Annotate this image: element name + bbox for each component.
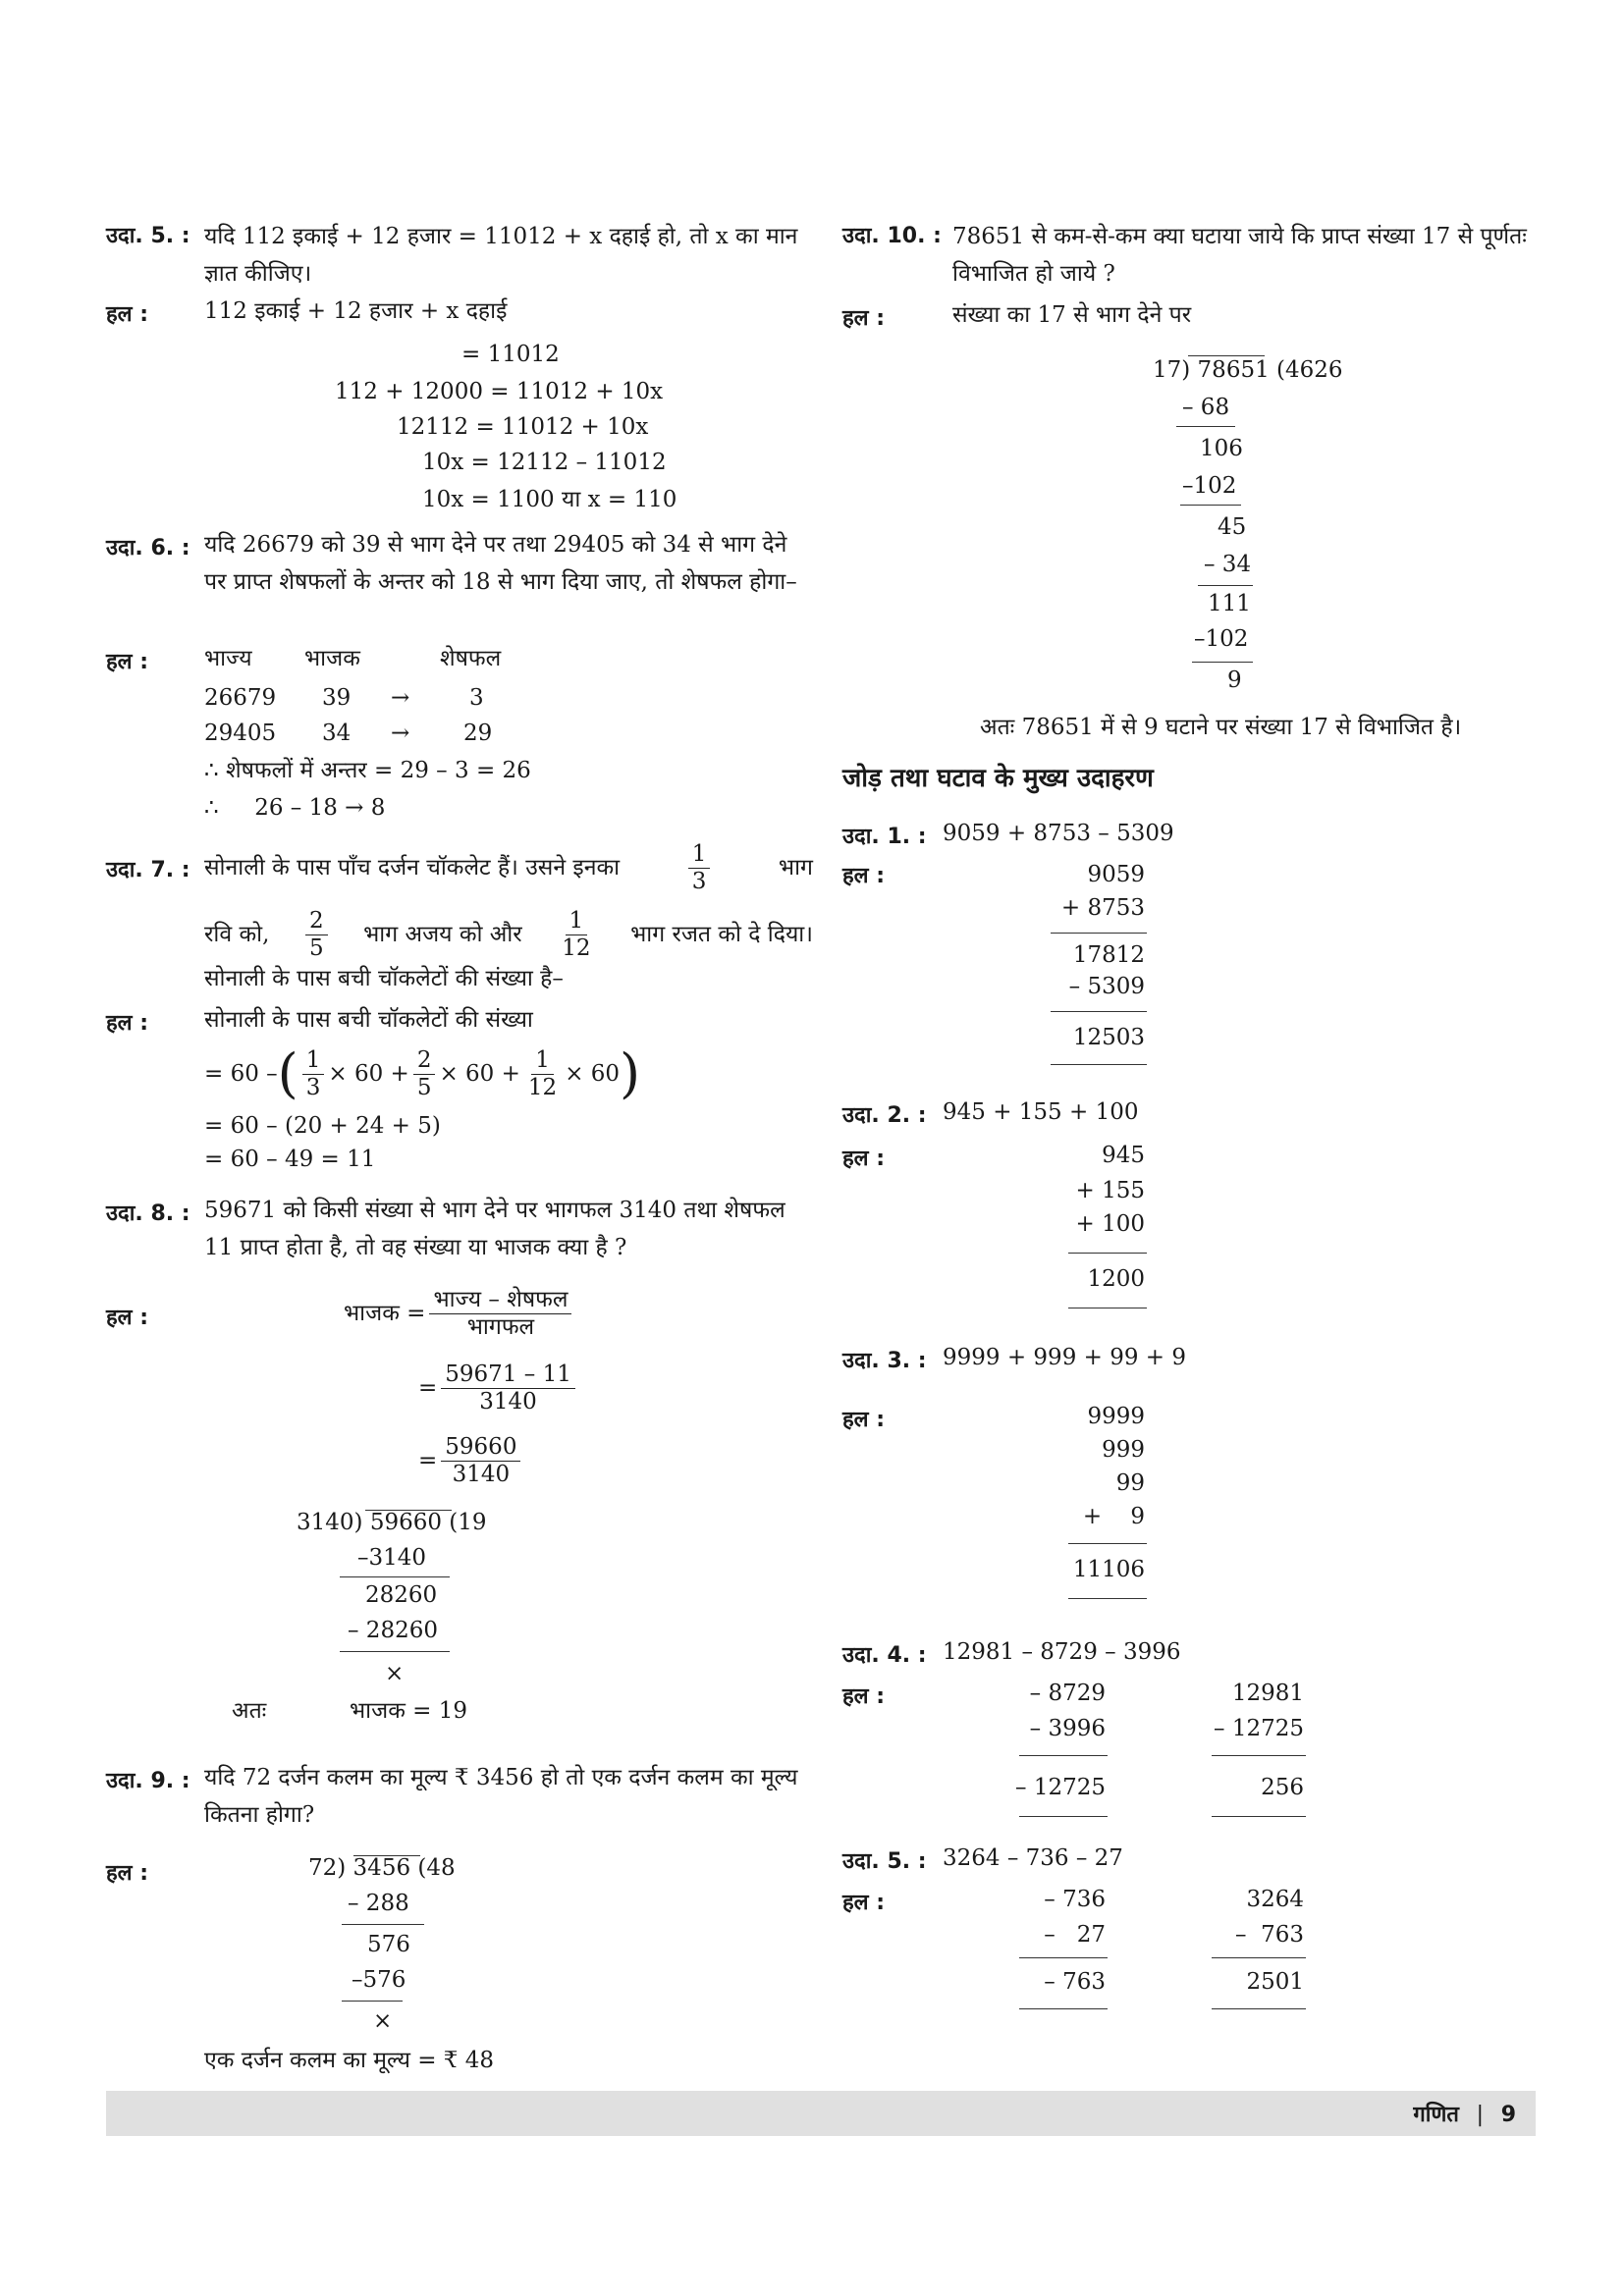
sub-rule: [1212, 2008, 1306, 2009]
sum-rule: [1068, 1543, 1147, 1544]
division-step: 576: [367, 1932, 410, 1957]
solution-label: हल :: [106, 1861, 149, 1886]
sub-result: 256: [1261, 1775, 1304, 1800]
question-line: [204, 838, 813, 897]
example-7: [106, 832, 813, 1186]
fraction: $\frac{1}{3}$: [302, 1049, 325, 1099]
sub-rule: [1212, 1816, 1306, 1817]
section-heading: जोड़ तथा घटाव के मुख्य उदाहरण: [842, 764, 1154, 793]
sum-line: 99: [1115, 1470, 1145, 1496]
solution-line: संख्या का 17 से भाग देने पर: [952, 302, 1192, 328]
long-division-head: 3140) 59660 (19: [297, 1510, 487, 1535]
solution-line: 10x = 12112 – 11012: [422, 450, 667, 475]
solution-label: हल :: [106, 1306, 149, 1330]
fraction: $\frac{\text{भाज्य – शेषफल}}{\text{भागफल}}$: [429, 1289, 571, 1339]
example-8: [106, 1190, 813, 1759]
question-text: भाग रजत को दे दिया।: [630, 922, 813, 947]
addition-example-1: [842, 817, 1549, 1082]
sub-rule: [1019, 1755, 1108, 1756]
table-cell: 29: [463, 721, 493, 746]
sub-rule: [1212, 1957, 1306, 1958]
division-rule: [1176, 426, 1235, 427]
sum-line: + 155: [1075, 1178, 1145, 1203]
division-rule: [342, 2001, 403, 2002]
answer-text: भाजक = 19: [350, 1698, 468, 1724]
example-label: उदा. 9. :: [106, 1769, 190, 1793]
sum-line: + 9: [1082, 1504, 1145, 1529]
division-bar: [353, 1855, 420, 1856]
solution-label: हल :: [842, 1891, 886, 1915]
table-header: भाजक: [304, 646, 360, 671]
formula-line: = $\frac{59671 - 11}{3140}$: [418, 1357, 579, 1419]
example-label: उदा. 8. :: [106, 1201, 190, 1226]
solution-label: हल :: [106, 650, 149, 674]
division-step: 106: [1200, 436, 1243, 461]
sum-line: 17812: [1072, 942, 1145, 968]
question-text: यदि 72 दर्जन कलम का मूल्य ₹ 3456 हो तो एक दर्जन कलम का मूल्य कितना होगा?: [204, 1765, 798, 1828]
sub-line: – 763: [1234, 1922, 1304, 1948]
division-step: 28260: [365, 1582, 438, 1608]
division-step: –102: [1194, 626, 1249, 652]
solution-line: ∴ शेषफलों में अन्तर = 29 – 3 = 26: [204, 758, 531, 783]
question-text: भाग: [778, 855, 813, 881]
question-text: यदि 112 इकाई + 12 हजार = 11012 + x दहाई हो, तो x का मान ज्ञात कीजिए।: [204, 224, 798, 287]
sub-rule: [1019, 1957, 1108, 1958]
sum-line: 999: [1102, 1437, 1145, 1463]
division-step: –102: [1182, 473, 1237, 499]
answer-text: एक दर्जन कलम का मूल्य = ₹ 48: [204, 2048, 495, 2073]
division-step: –3140: [357, 1545, 427, 1571]
subtraction-example-5: [842, 1842, 1549, 2038]
sum-rule: [1051, 1064, 1147, 1065]
formula-line: = $\frac{59660}{3140}$: [418, 1429, 524, 1492]
division-step: – 28260: [348, 1618, 438, 1643]
footer-label: [1413, 2099, 1516, 2128]
solution-line: 10x = 1100 या x = 110: [422, 487, 677, 512]
example-label: उदा. 10. :: [842, 224, 942, 248]
subtraction-example-4: [842, 1635, 1549, 1832]
example-5: [106, 218, 813, 522]
solution-label: हल :: [842, 864, 886, 888]
division-step: ×: [373, 2008, 393, 2034]
footer-separator: |: [1476, 2103, 1485, 2127]
fraction: $\frac{2}{5}$: [413, 1049, 436, 1099]
solution-line: = 60 – 49 = 11: [204, 1147, 376, 1172]
division-rule: [340, 1651, 450, 1652]
sub-line: 12981: [1231, 1681, 1304, 1706]
sub-line: – 8729: [1029, 1681, 1106, 1706]
sum-line: 9059: [1087, 862, 1145, 887]
sub-line: – 3996: [1029, 1716, 1106, 1741]
example-6: [106, 520, 813, 834]
sub-line: – 736: [1044, 1887, 1106, 1912]
sub-rule: [1212, 1755, 1306, 1756]
division-rule: [340, 1576, 450, 1577]
fraction: $\frac{59660}{3140}$: [441, 1436, 520, 1486]
solution-label: हल :: [842, 1408, 886, 1432]
division-rule: [1198, 585, 1253, 586]
solution-label: हल :: [842, 1147, 886, 1171]
example-label: उदा. 3. :: [842, 1349, 927, 1373]
question-text: रवि को,: [204, 922, 270, 947]
sum-line: – 5309: [1068, 974, 1145, 999]
sum-line: + 8753: [1060, 895, 1145, 921]
addition-example-2: [842, 1095, 1549, 1321]
question-text: यदि 26679 को 39 से भाग देने पर तथा 29405 को 34 से भाग देने पर प्राप्त शेषफलों के अन्तर को 18 से भाग दिया जाए, तो शेषफल होगा–: [204, 532, 797, 595]
solution-line: 112 + 12000 = 11012 + 10x: [335, 379, 664, 404]
sum-line: 9999: [1087, 1404, 1145, 1429]
sum-line: 945: [1102, 1143, 1145, 1168]
example-10: [842, 218, 1549, 748]
sub-rule: [1019, 1816, 1108, 1817]
answer-text: अतः 78651 में से 9 घटाने पर संख्या 17 से विभाजित है।: [980, 715, 1462, 740]
footer-subject: गणित: [1413, 2103, 1459, 2127]
solution-label: हल :: [106, 1011, 149, 1036]
paren: (: [277, 1042, 298, 1104]
table-cell: 34: [322, 721, 352, 746]
paren: ): [620, 1042, 641, 1104]
sub-result: – 12725: [1015, 1775, 1106, 1800]
sum-result: 12503: [1072, 1025, 1145, 1050]
solution-label: हल :: [106, 302, 149, 327]
solution-line: 112 इकाई + 12 हजार + x दहाई: [204, 298, 508, 324]
division-step: – 34: [1204, 552, 1252, 577]
question-text: 9059 + 8753 – 5309: [943, 821, 1174, 846]
fraction: $\frac{1}{12}$: [527, 1046, 558, 1100]
example-label: उदा. 2. :: [842, 1103, 927, 1128]
solution-line: सोनाली के पास बची चॉकलेटों की संख्या: [204, 1007, 533, 1033]
sub-line: 3264: [1246, 1887, 1304, 1912]
question-text: सोनाली के पास पाँच दर्जन चॉकलेट हैं। उसने इनका: [204, 855, 621, 881]
sub-result: – 763: [1044, 1969, 1106, 1995]
solution-label: हल :: [842, 306, 886, 331]
fraction: $\frac{2}{5}$: [305, 910, 328, 960]
solution-line: = 11012: [461, 342, 560, 367]
division-step: ×: [385, 1661, 405, 1686]
solution-line: = 60 – ( $\frac{1}{3}$ × 60 + $\frac{2}{5}$ × 60 + $\frac{1}{12}$ × 60 ): [204, 1042, 641, 1104]
example-label: उदा. 1. :: [842, 825, 927, 849]
question-text: 945 + 155 + 100: [943, 1099, 1139, 1125]
table-header: शेषफल: [440, 646, 502, 671]
question-text: 78651 से कम-से-कम क्या घटाया जाये कि प्राप्त संख्या 17 से पूर्णतः विभाजित हो जाये ?: [952, 224, 1527, 287]
page-number: 9: [1500, 2103, 1516, 2127]
solution-line: 12112 = 11012 + 10x: [397, 414, 649, 440]
long-division-head: 72) 3456 (48: [308, 1855, 456, 1881]
arrow-symbol: →: [391, 721, 410, 746]
solution-line: = 60 – (20 + 24 + 5): [204, 1113, 441, 1139]
sub-result: 2501: [1246, 1969, 1304, 1995]
sum-result: 1200: [1087, 1266, 1145, 1292]
solution-line: ∴ 26 – 18 → 8: [204, 795, 386, 821]
arrow-symbol: →: [391, 685, 410, 711]
table-cell: 26679: [204, 685, 277, 711]
example-9: [106, 1757, 813, 2081]
division-step: – 288: [348, 1891, 409, 1916]
division-rule: [342, 1924, 424, 1925]
example-label: उदा. 5. :: [842, 1849, 927, 1874]
example-label: उदा. 5. :: [106, 224, 190, 248]
sum-rule: [1068, 1598, 1147, 1599]
question-text: भाग अजय को और: [363, 922, 522, 947]
example-label: उदा. 4. :: [842, 1643, 927, 1668]
formula-line: भाजक = $\frac{\text{भाज्य – शेषफल}}{\text{भागफल}}$: [344, 1282, 575, 1345]
table-cell: 3: [469, 685, 484, 711]
table-cell: 39: [322, 685, 352, 711]
page-footer: [106, 2091, 1536, 2136]
sum-result: 11106: [1072, 1557, 1145, 1582]
question-text: सोनाली के पास बची चॉकलेटों की संख्या है–: [204, 966, 564, 991]
division-step: –576: [352, 1967, 406, 1993]
sub-rule: [1019, 2008, 1108, 2009]
question-text: 9999 + 999 + 99 + 9: [943, 1345, 1187, 1370]
division-step: 45: [1218, 514, 1247, 540]
division-step: – 68: [1182, 395, 1230, 420]
sub-line: – 27: [1044, 1922, 1106, 1948]
question-text: 59671 को किसी संख्या से भाग देने पर भागफल 3140 तथा शेषफल 11 प्राप्त होता है, तो वह संख्या या भाजक क्या है ?: [204, 1198, 785, 1260]
fraction: $\frac{1}{3}$: [688, 843, 711, 893]
table-header: भाज्य: [204, 646, 252, 671]
question-text: 12981 – 8729 – 3996: [943, 1639, 1181, 1665]
sum-rule: [1051, 933, 1147, 934]
sum-rule: [1068, 1253, 1147, 1254]
solution-label: हल :: [842, 1684, 886, 1709]
answer-label: अतः: [232, 1698, 267, 1724]
division-step: 9: [1227, 667, 1242, 693]
sum-rule: [1051, 1011, 1147, 1012]
division-bar: [1188, 355, 1265, 356]
question-text: 3264 – 736 – 27: [943, 1845, 1123, 1871]
sum-line: + 100: [1075, 1211, 1145, 1237]
fraction: $\frac{59671 - 11}{3140}$: [441, 1363, 575, 1414]
question-line: [204, 905, 813, 964]
long-division-head: 17) 78651 (4626: [1153, 357, 1343, 383]
division-bar: [365, 1510, 452, 1511]
fraction: $\frac{1}{12}$: [562, 907, 591, 961]
division-step: 111: [1208, 591, 1251, 616]
example-label: उदा. 6. :: [106, 536, 190, 561]
sub-line: – 12725: [1214, 1716, 1304, 1741]
table-cell: 29405: [204, 721, 277, 746]
example-label: उदा. 7. :: [106, 858, 190, 882]
division-rule: [1180, 505, 1241, 506]
division-rule: [1192, 662, 1253, 663]
addition-example-3: [842, 1341, 1549, 1606]
